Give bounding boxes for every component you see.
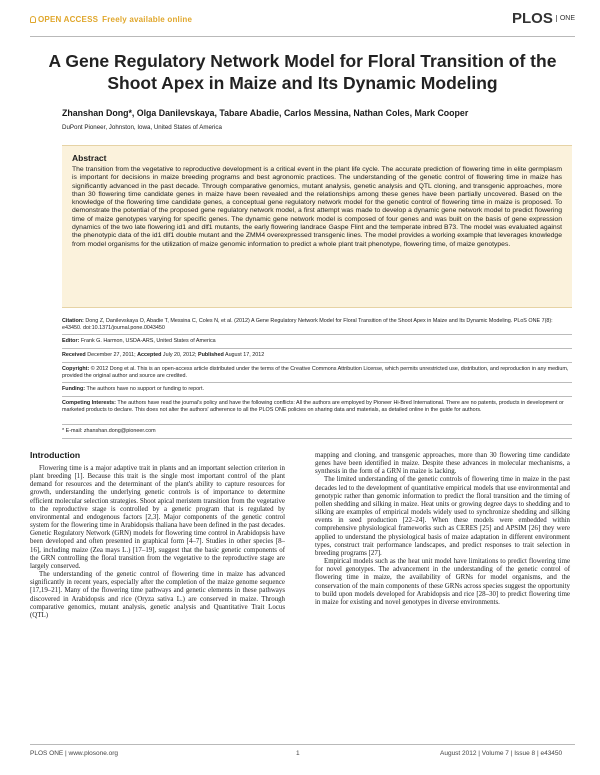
- editor-text: Frank G. Harmon, USDA-ARS, United States of America: [80, 338, 216, 344]
- meta-divider: [62, 382, 572, 383]
- journal-logo-text: PLOS: [511, 10, 553, 27]
- editor-block: [62, 338, 572, 345]
- abstract-text: The transition from the vegetative to reproductive development is a critical event in the plant life cycle. The accurate prediction of flowering time in elite germplasm is important for decisions in maize breeding programs and best agronomic practices. The understanding of the genetic control of flowering time in maize has significantly advanced in the past decade. Through comparative genomics, mutant analysis, genetic analysis and QTL cloning, and transgenic approaches, more than 30 flowering time candidate genes in maize have been revealed and the relationships among these genes have been partially uncovered. Based on the knowledge of the flowering time candidate genes, a conceptual gene regulatory network model for the genetic control of flowering time in maize is proposed. To demonstrate the potential of the proposed gene regulatory network model, a first attempt was made to develop a dynamic gene network model to predict flowering time of maize genotypes varying for specific genes. The dynamic gene network model is composed of four genes and was built on the basis of gene expression dynamics of the two late flowering id1 and dlf1 mutants, the early flowering landrace Gaspe Flint and the temperate inbred B73. The model was evaluated against the phenotypic data of the id1 dlf1 double mutant and the ZMM4 overexpressed transgenic lines. The model provides a working example that leverages knowledge from model organisms for the utilization of maize genomic information to predict a whole plant trait phenotype, flowering time, of maize genotypes.: [72, 166, 562, 248]
- journal-logo: [512, 10, 575, 27]
- meta-divider: [62, 348, 572, 349]
- funding-label: Funding:: [62, 386, 86, 392]
- dates-block: [62, 352, 572, 359]
- competing-text: The authors have read the journal's policy and have the following conflicts: All the authors are employed by Pioneer Hi-Bred International. There are no patents, products in development or marketed products to declare. This does not alter the authors' adherence to all the PLOS ONE policies on sharing data and materials, as detailed online in the guide for authors.: [62, 400, 564, 413]
- accepted-label: Accepted: [137, 352, 162, 358]
- header-divider: [30, 36, 575, 37]
- published-date: August 17, 2012: [224, 352, 265, 358]
- body-paragraph: The limited understanding of the genetic controls of flowering time in maize in the past decades led to the development of quantitative empirical models that use environmental and genotypic rather than genomic information to predict the floral transition and the timing of pollen shedding and silking in maize. Heat units or growing degree days to shedding and to silking are examples of empirical models widely used to synchronize shedding and silking events in seed production [22–24]. When these models were embedded within comprehensive physiological frameworks such as CERES [25] and APSIM [26] they were applied to understand the physiological basis of maize adaptation in different environment types, construct trait performance landscapes, and predict responses to trait selection in breeding programs [27].: [315, 476, 570, 557]
- freely-available-label: Freely available online: [102, 15, 193, 24]
- meta-divider: [62, 334, 572, 335]
- page-number: 1: [296, 750, 300, 757]
- body-column-right: [315, 452, 570, 607]
- citation-label: Citation:: [62, 318, 84, 324]
- email-block: [62, 428, 572, 435]
- footer-divider: [30, 744, 575, 745]
- meta-divider: [62, 396, 572, 397]
- abstract-heading: Abstract: [72, 153, 107, 163]
- affiliation: DuPont Pioneer, Johnston, Iowa, United States of America: [62, 124, 222, 131]
- open-access-badge: [30, 15, 192, 24]
- open-access-label: OPEN ACCESS: [38, 15, 99, 24]
- abstract-box: [62, 145, 572, 308]
- corresponding-email: * E-mail: zhanshan.dong@pioneer.com: [62, 428, 156, 434]
- body-paragraph: mapping and cloning, and transgenic approaches, more than 30 flowering time candidate genes have been identified in maize. Despite these advances in molecular mechanisms, a synthesis in the form of a GRN in maize is lacking.: [315, 452, 570, 476]
- received-label: Received: [62, 352, 86, 358]
- introduction-heading: Introduction: [30, 450, 81, 460]
- editor-label: Editor:: [62, 338, 80, 344]
- copyright-block: [62, 366, 572, 380]
- meta-divider: [62, 424, 572, 425]
- copyright-label: Copyright:: [62, 366, 90, 372]
- funding-block: [62, 386, 572, 393]
- journal-logo-sub: ONE: [556, 15, 575, 22]
- copyright-text: © 2012 Dong et al. This is an open-access article distributed under the terms of the Creative Commons Attribution License, which permits unrestricted use, distribution, and reproduction in any medium, provided the original author and source are credited.: [62, 366, 569, 379]
- funding-text: The authors have no support or funding to report.: [86, 386, 204, 392]
- body-paragraph: The understanding of the genetic control of flowering time in maize has advanced significantly in recent years, especially after the completion of the maize genome sequence [17,19–21]. Many of the flowering time pathways and genetic elements in these pathways discovered in Arabidopsis and rice (Oryza sativa L.) are conserved in maize. Through comparative genomics, mutant analysis, genetic analysis and Quantitative Trait Locus (QTL): [30, 571, 285, 619]
- open-lock-icon: [30, 16, 36, 23]
- body-paragraph: Flowering time is a major adaptive trait in plants and an important selection criterion in plant breeding [1]. Because this trait is the single most important control of the plant demand for resources and the determinant of the plant's ability to capture resources for growth, understanding the underlying genetic controls is of importance to determine efficient molecular selection strategies. Shoot apical meristem transition from the vegetative to the reproductive stage is controlled by a genetic program that is regulated by environmental and endogenous factors [2,3]. Major components of the genetic control system for the flowering time in Arabidopsis thaliana have been defined in the past decades. Genetic Regulatory Network (GRN) models for flowering time control in Arabidopsis have been developed and often presented in graphical form [4–7]. Studies in other species [8–16], including maize (Zea mays L.) [17–19], suggest that the basic genetic components of the GRN controlling the floral transition from the vegetative to the reproductive stage are largely conserved.: [30, 465, 285, 570]
- citation-text: Dong Z, Danilevskaya O, Abadie T, Messina C, Coles N, et al. (2012) A Gene Regulatory Network Model for Floral Transition of the Shoot Apex in Maize and Its Dynamic Modeling. PLoS ONE 7(8): e43450. doi:10.1371/journal.pone.0043450: [62, 318, 553, 331]
- published-label: Published: [198, 352, 224, 358]
- article-title: A Gene Regulatory Network Model for Floral Transition of the Shoot Apex in Maize and Its Dynamic Modeling: [48, 51, 557, 93]
- author-list: Zhanshan Dong*, Olga Danilevskaya, Tabare Abadie, Carlos Messina, Nathan Coles, Mark Cooper: [62, 108, 469, 118]
- received-date: December 27, 2011;: [87, 352, 136, 358]
- footer-issue: August 2012 | Volume 7 | Issue 8 | e43450: [440, 750, 563, 757]
- meta-divider: [62, 438, 572, 439]
- citation-block: [62, 318, 572, 332]
- footer-journal: PLOS ONE | www.plosone.org: [30, 750, 119, 757]
- body-paragraph: Empirical models such as the heat unit model have limitations to predict flowering time for novel genotypes. The advancement in the understanding of the genetic control of flowering time in maize, the availability of GRNs for model organisms, and the conservation of the main components of these GRNs across species suggest the opportunity to build upon models developed for Arabidopsis and rice [28–30] to predict flowering time in maize for existing and novel genotypes in diverse environments.: [315, 558, 570, 606]
- accepted-date: July 20, 2012;: [162, 352, 197, 358]
- meta-divider: [62, 362, 572, 363]
- competing-interests-block: [62, 400, 572, 414]
- body-column-left: [30, 465, 285, 620]
- competing-label: Competing Interests:: [62, 400, 116, 406]
- page-header: [30, 10, 575, 30]
